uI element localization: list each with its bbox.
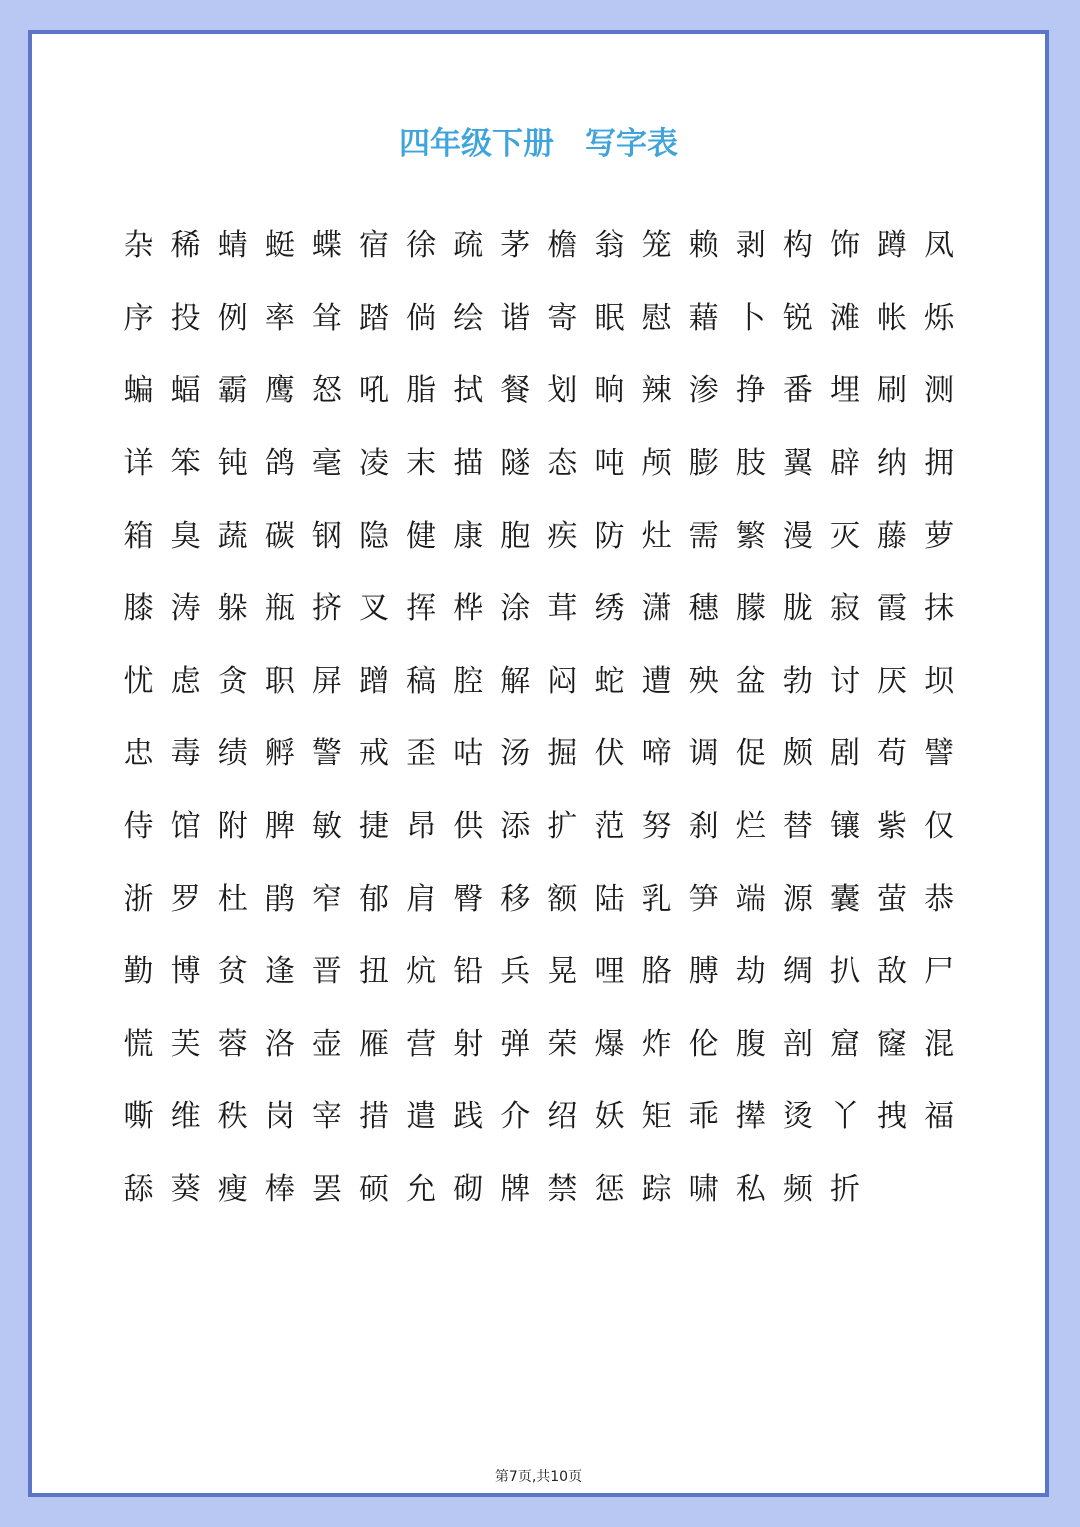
character: 忠 [123, 736, 154, 772]
character: 捷 [359, 809, 390, 845]
character: 臭 [170, 518, 201, 554]
character-row [115, 1154, 965, 1227]
character-row [115, 1081, 965, 1154]
character: 馆 [170, 809, 201, 845]
character-row [115, 646, 965, 719]
character: 殃 [688, 663, 719, 699]
character: 荣 [547, 1026, 578, 1062]
character: 郁 [359, 881, 390, 917]
character: 罢 [311, 1172, 342, 1208]
character: 踏 [359, 300, 390, 336]
character: 添 [500, 809, 531, 845]
character: 渗 [688, 373, 719, 409]
character: 恭 [924, 881, 955, 917]
character: 绣 [594, 591, 625, 627]
character: 笋 [688, 881, 719, 917]
character: 蜻 [217, 228, 248, 264]
character: 碳 [264, 518, 295, 554]
character: 陆 [594, 881, 625, 917]
character: 眠 [594, 300, 625, 336]
character: 投 [170, 300, 201, 336]
character: 劫 [735, 954, 766, 990]
character: 胧 [782, 591, 813, 627]
character: 警 [311, 736, 342, 772]
character: 涂 [500, 591, 531, 627]
character: 烂 [735, 809, 766, 845]
character: 蓉 [217, 1026, 248, 1062]
character: 例 [217, 300, 248, 336]
character: 牌 [500, 1172, 531, 1208]
character: 范 [594, 809, 625, 845]
character: 慰 [641, 300, 672, 336]
character: 乖 [688, 1099, 719, 1135]
character: 率 [264, 300, 295, 336]
character: 需 [688, 518, 719, 554]
character: 绸 [782, 954, 813, 990]
character: 蹲 [877, 228, 908, 264]
character: 蹭 [359, 663, 390, 699]
character: 敌 [877, 954, 908, 990]
character: 赖 [688, 228, 719, 264]
character: 详 [123, 446, 154, 482]
character: 漫 [782, 518, 813, 554]
character: 扒 [829, 954, 860, 990]
character: 稀 [170, 228, 201, 264]
character: 芙 [170, 1026, 201, 1062]
character: 屏 [311, 663, 342, 699]
character: 解 [500, 663, 531, 699]
character: 蜓 [264, 228, 295, 264]
character-row [115, 500, 965, 573]
character: 矩 [641, 1099, 672, 1135]
character: 杜 [217, 881, 248, 917]
character-row [115, 210, 965, 283]
character: 萤 [877, 881, 908, 917]
character: 促 [735, 736, 766, 772]
character: 壶 [311, 1026, 342, 1062]
character: 窿 [877, 1026, 908, 1062]
character-grid [115, 210, 965, 1226]
character: 构 [782, 228, 813, 264]
page-frame [28, 30, 1049, 1497]
character: 努 [641, 809, 672, 845]
character: 洛 [264, 1026, 295, 1062]
character: 浙 [123, 881, 154, 917]
character: 盆 [735, 663, 766, 699]
character: 遣 [406, 1099, 437, 1135]
character: 苟 [877, 736, 908, 772]
character: 瘦 [217, 1172, 248, 1208]
character: 箱 [123, 518, 154, 554]
character: 檐 [547, 228, 578, 264]
character: 笼 [641, 228, 672, 264]
character: 汤 [500, 736, 531, 772]
character: 绩 [217, 736, 248, 772]
character: 弹 [500, 1026, 531, 1062]
character: 贪 [217, 663, 248, 699]
character: 棒 [264, 1172, 295, 1208]
character: 描 [453, 446, 484, 482]
character: 寂 [829, 591, 860, 627]
character: 歪 [406, 736, 437, 772]
character: 腔 [453, 663, 484, 699]
character: 徐 [406, 228, 437, 264]
character: 调 [688, 736, 719, 772]
character: 啼 [641, 736, 672, 772]
character: 蛇 [594, 663, 625, 699]
character: 萝 [924, 518, 955, 554]
character: 健 [406, 518, 437, 554]
character: 倘 [406, 300, 437, 336]
character: 逢 [264, 954, 295, 990]
character: 私 [735, 1172, 766, 1208]
character: 爆 [594, 1026, 625, 1062]
character: 灶 [641, 518, 672, 554]
character: 颇 [782, 736, 813, 772]
character: 蝶 [311, 228, 342, 264]
character: 尸 [924, 954, 955, 990]
character: 罗 [170, 881, 201, 917]
character: 抹 [924, 591, 955, 627]
character: 疏 [453, 228, 484, 264]
character: 挤 [311, 591, 342, 627]
character: 宿 [359, 228, 390, 264]
character: 介 [500, 1099, 531, 1135]
character: 源 [782, 881, 813, 917]
character: 钝 [217, 446, 248, 482]
character: 潇 [641, 591, 672, 627]
character: 杂 [123, 228, 154, 264]
character: 番 [782, 373, 813, 409]
character: 附 [217, 809, 248, 845]
character: 胳 [641, 954, 672, 990]
character: 混 [924, 1026, 955, 1062]
character: 葵 [170, 1172, 201, 1208]
character: 末 [406, 446, 437, 482]
character: 挥 [406, 591, 437, 627]
character: 肩 [406, 881, 437, 917]
character: 隐 [359, 518, 390, 554]
character: 蝙 [123, 373, 154, 409]
character: 譬 [924, 736, 955, 772]
character: 岗 [264, 1099, 295, 1135]
character: 敏 [311, 809, 342, 845]
character: 替 [782, 809, 813, 845]
character: 测 [924, 373, 955, 409]
character: 谐 [500, 300, 531, 336]
character: 戒 [359, 736, 390, 772]
character: 硕 [359, 1172, 390, 1208]
character: 紫 [877, 809, 908, 845]
character: 穗 [688, 591, 719, 627]
character: 职 [264, 663, 295, 699]
character: 额 [547, 881, 578, 917]
character-row [115, 936, 965, 1009]
character: 隧 [500, 446, 531, 482]
character: 伦 [688, 1026, 719, 1062]
character: 康 [453, 518, 484, 554]
character: 划 [547, 373, 578, 409]
character: 臀 [453, 881, 484, 917]
character: 嘶 [123, 1099, 154, 1135]
character: 坝 [924, 663, 955, 699]
character: 遭 [641, 663, 672, 699]
character: 辟 [829, 446, 860, 482]
character: 蔬 [217, 518, 248, 554]
character: 窄 [311, 881, 342, 917]
character: 刹 [688, 809, 719, 845]
character: 仅 [924, 809, 955, 845]
page-number: 第7页,共10页 [494, 1469, 583, 1485]
character: 掘 [547, 736, 578, 772]
character: 翼 [782, 446, 813, 482]
character: 膊 [688, 954, 719, 990]
character: 闷 [547, 663, 578, 699]
character: 肢 [735, 446, 766, 482]
character: 撵 [735, 1099, 766, 1135]
character: 疾 [547, 518, 578, 554]
character: 炸 [641, 1026, 672, 1062]
character: 吼 [359, 373, 390, 409]
character: 态 [547, 446, 578, 482]
character: 叉 [359, 591, 390, 627]
character: 镶 [829, 809, 860, 845]
character: 序 [123, 300, 154, 336]
character: 挣 [735, 373, 766, 409]
character: 翁 [594, 228, 625, 264]
character: 射 [453, 1026, 484, 1062]
character: 昂 [406, 809, 437, 845]
page-title: 四年级下册 写字表 [399, 126, 678, 162]
character: 炕 [406, 954, 437, 990]
character: 刷 [877, 373, 908, 409]
character: 妖 [594, 1099, 625, 1135]
character: 剧 [829, 736, 860, 772]
character: 剖 [782, 1026, 813, 1062]
character: 吨 [594, 446, 625, 482]
character: 稿 [406, 663, 437, 699]
character: 博 [170, 954, 201, 990]
character: 端 [735, 881, 766, 917]
character: 晌 [594, 373, 625, 409]
character: 怒 [311, 373, 342, 409]
character: 钢 [311, 518, 342, 554]
character: 辣 [641, 373, 672, 409]
character: 践 [453, 1099, 484, 1135]
character: 咕 [453, 736, 484, 772]
character: 霞 [877, 591, 908, 627]
character: 朦 [735, 591, 766, 627]
character: 凤 [924, 228, 955, 264]
character: 卜 [735, 300, 766, 336]
character: 折 [829, 1172, 860, 1208]
character: 福 [924, 1099, 955, 1135]
character: 讨 [829, 663, 860, 699]
character: 囊 [829, 881, 860, 917]
character: 晃 [547, 954, 578, 990]
character: 帐 [877, 300, 908, 336]
character: 脂 [406, 373, 437, 409]
character: 锐 [782, 300, 813, 336]
character: 扩 [547, 809, 578, 845]
character: 埋 [829, 373, 860, 409]
character: 胞 [500, 518, 531, 554]
character-row [115, 863, 965, 936]
character: 乳 [641, 881, 672, 917]
character: 虑 [170, 663, 201, 699]
character: 凌 [359, 446, 390, 482]
character: 躲 [217, 591, 248, 627]
character: 勃 [782, 663, 813, 699]
character: 丫 [829, 1099, 860, 1135]
character: 毫 [311, 446, 342, 482]
character-row [115, 718, 965, 791]
character: 纳 [877, 446, 908, 482]
character: 拽 [877, 1099, 908, 1135]
character-row [115, 573, 965, 646]
character: 藤 [877, 518, 908, 554]
character: 秩 [217, 1099, 248, 1135]
character: 繁 [735, 518, 766, 554]
character: 餐 [500, 373, 531, 409]
character: 维 [170, 1099, 201, 1135]
character: 扭 [359, 954, 390, 990]
character: 颅 [641, 446, 672, 482]
character: 供 [453, 809, 484, 845]
character: 啸 [688, 1172, 719, 1208]
character: 禁 [547, 1172, 578, 1208]
character: 毒 [170, 736, 201, 772]
character: 孵 [264, 736, 295, 772]
character: 鸽 [264, 446, 295, 482]
character: 措 [359, 1099, 390, 1135]
character: 涛 [170, 591, 201, 627]
character: 耸 [311, 300, 342, 336]
character: 桦 [453, 591, 484, 627]
character: 膨 [688, 446, 719, 482]
character: 鹰 [264, 373, 295, 409]
character-row [115, 355, 965, 428]
character: 惩 [594, 1172, 625, 1208]
character: 厌 [877, 663, 908, 699]
character: 茸 [547, 591, 578, 627]
character: 烫 [782, 1099, 813, 1135]
character: 兵 [500, 954, 531, 990]
character: 拥 [924, 446, 955, 482]
character: 霸 [217, 373, 248, 409]
character: 移 [500, 881, 531, 917]
character: 绍 [547, 1099, 578, 1135]
character: 贫 [217, 954, 248, 990]
character: 笨 [170, 446, 201, 482]
character: 拭 [453, 373, 484, 409]
character: 伏 [594, 736, 625, 772]
character: 烁 [924, 300, 955, 336]
character-row [115, 428, 965, 501]
character: 舔 [123, 1172, 154, 1208]
character: 踪 [641, 1172, 672, 1208]
character: 滩 [829, 300, 860, 336]
character-row [115, 283, 965, 356]
character: 藉 [688, 300, 719, 336]
character: 腹 [735, 1026, 766, 1062]
character: 晋 [311, 954, 342, 990]
character: 灭 [829, 518, 860, 554]
character: 寄 [547, 300, 578, 336]
character: 慌 [123, 1026, 154, 1062]
character: 频 [782, 1172, 813, 1208]
character: 鹃 [264, 881, 295, 917]
character: 茅 [500, 228, 531, 264]
character: 蝠 [170, 373, 201, 409]
character: 允 [406, 1172, 437, 1208]
character: 砌 [453, 1172, 484, 1208]
character-row [115, 791, 965, 864]
character: 勤 [123, 954, 154, 990]
character: 营 [406, 1026, 437, 1062]
character-row [115, 1009, 965, 1082]
character: 忧 [123, 663, 154, 699]
character: 宰 [311, 1099, 342, 1135]
character: 绘 [453, 300, 484, 336]
character: 铅 [453, 954, 484, 990]
character: 防 [594, 518, 625, 554]
character: 饰 [829, 228, 860, 264]
character: 雁 [359, 1026, 390, 1062]
character: 窟 [829, 1026, 860, 1062]
character: 瓶 [264, 591, 295, 627]
character: 侍 [123, 809, 154, 845]
character: 剥 [735, 228, 766, 264]
character: 哩 [594, 954, 625, 990]
character: 脾 [264, 809, 295, 845]
character: 膝 [123, 591, 154, 627]
